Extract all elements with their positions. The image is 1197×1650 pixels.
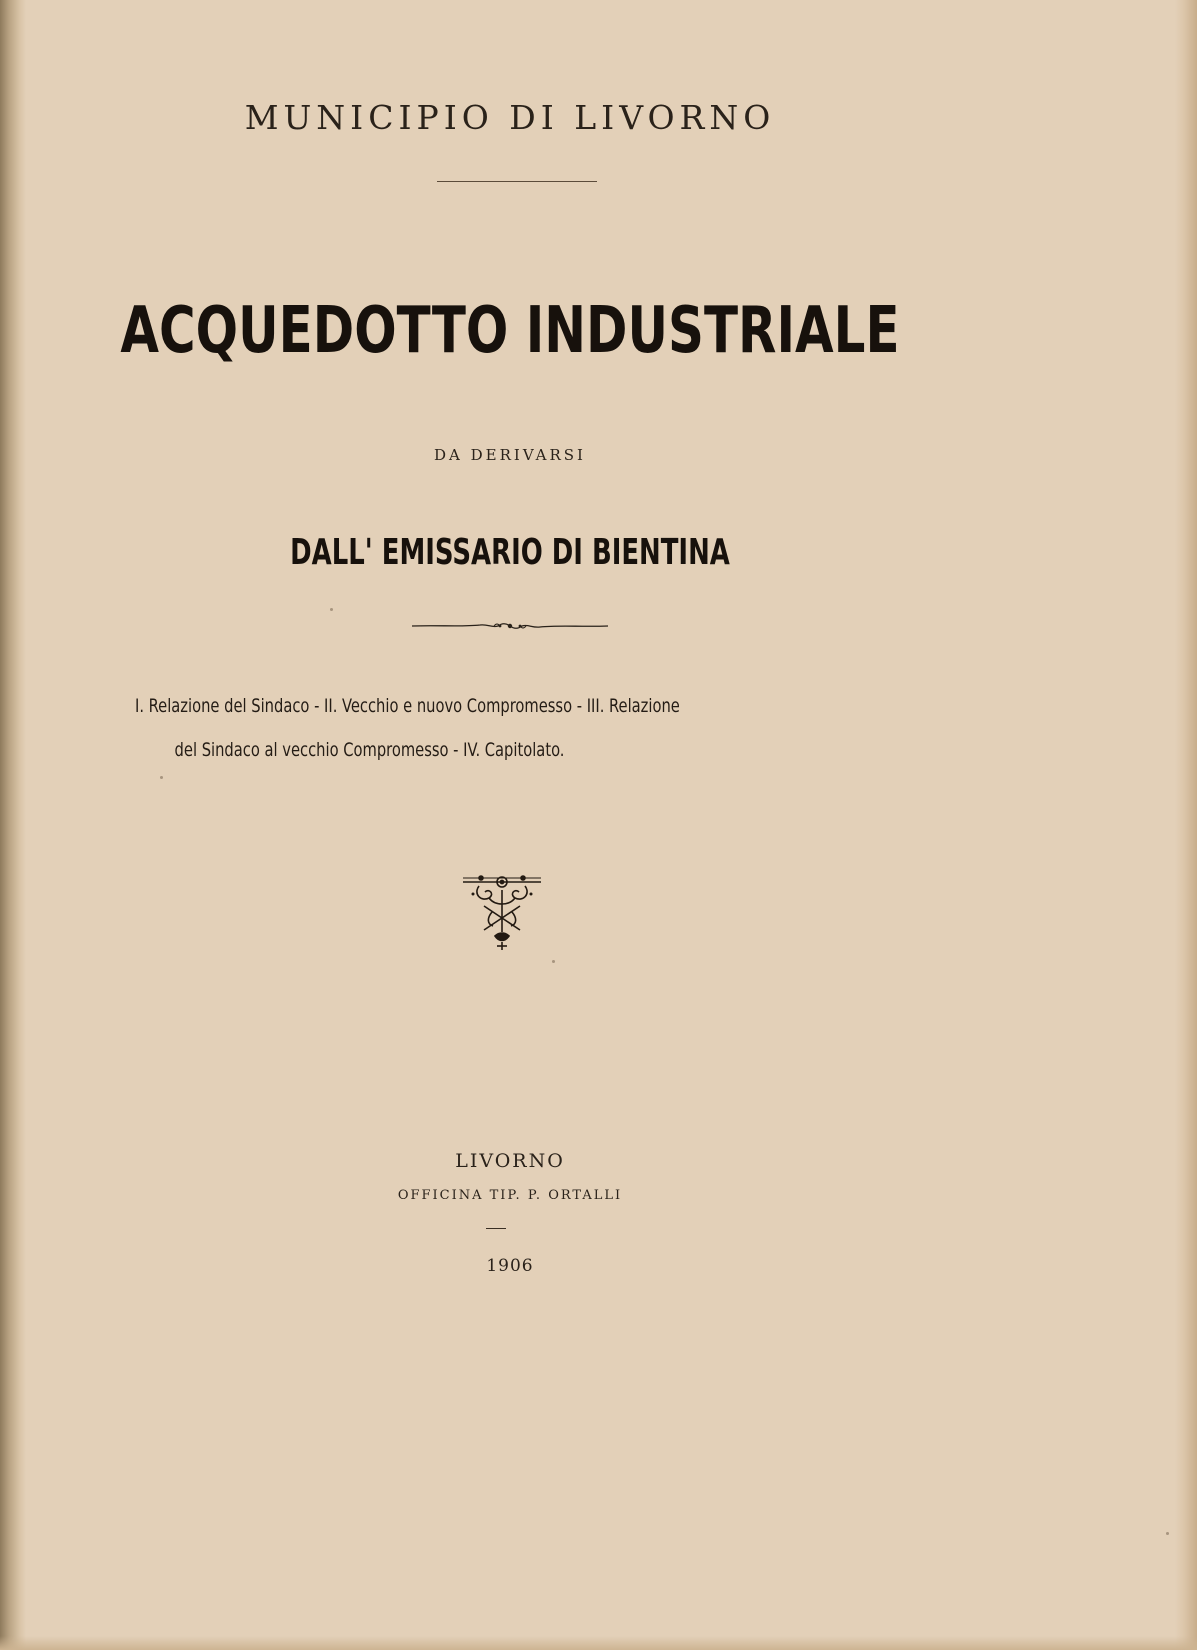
header-rule	[437, 181, 597, 182]
imprint-dash	[486, 1228, 506, 1229]
paper-speck	[330, 608, 333, 611]
page-right-edge	[1175, 0, 1197, 1650]
contents-line-2: del Sindaco al vecchio Compromesso - IV. Capitolato.	[174, 739, 565, 761]
printer-vignette-icon	[459, 872, 545, 954]
municipality-header: MUNICIPIO DI LIVORNO	[244, 98, 776, 137]
subtitle-main: DALL' EMISSARIO DI BIENTINA	[290, 532, 730, 573]
ornamental-rule-icon	[410, 618, 610, 634]
subtitle-small: DA DERIVARSI	[434, 446, 586, 464]
contents-list	[135, 684, 895, 772]
paper-speck	[1166, 1532, 1169, 1535]
main-title: ACQUEDOTTO INDUSTRIALE	[120, 294, 900, 368]
imprint-year: 1906	[486, 1256, 534, 1276]
contents-line-1: I. Relazione del Sindaco - II. Vecchio e nuovo Compromesso - III. Relazione	[135, 695, 680, 717]
paper-speck	[160, 776, 163, 779]
spine-shadow	[0, 0, 26, 1650]
page-bottom-edge	[0, 1636, 1197, 1650]
imprint-city: LIVORNO	[455, 1150, 565, 1172]
paper-speck	[552, 960, 555, 963]
imprint-printer: OFFICINA TIP. P. ORTALLI	[397, 1188, 623, 1203]
